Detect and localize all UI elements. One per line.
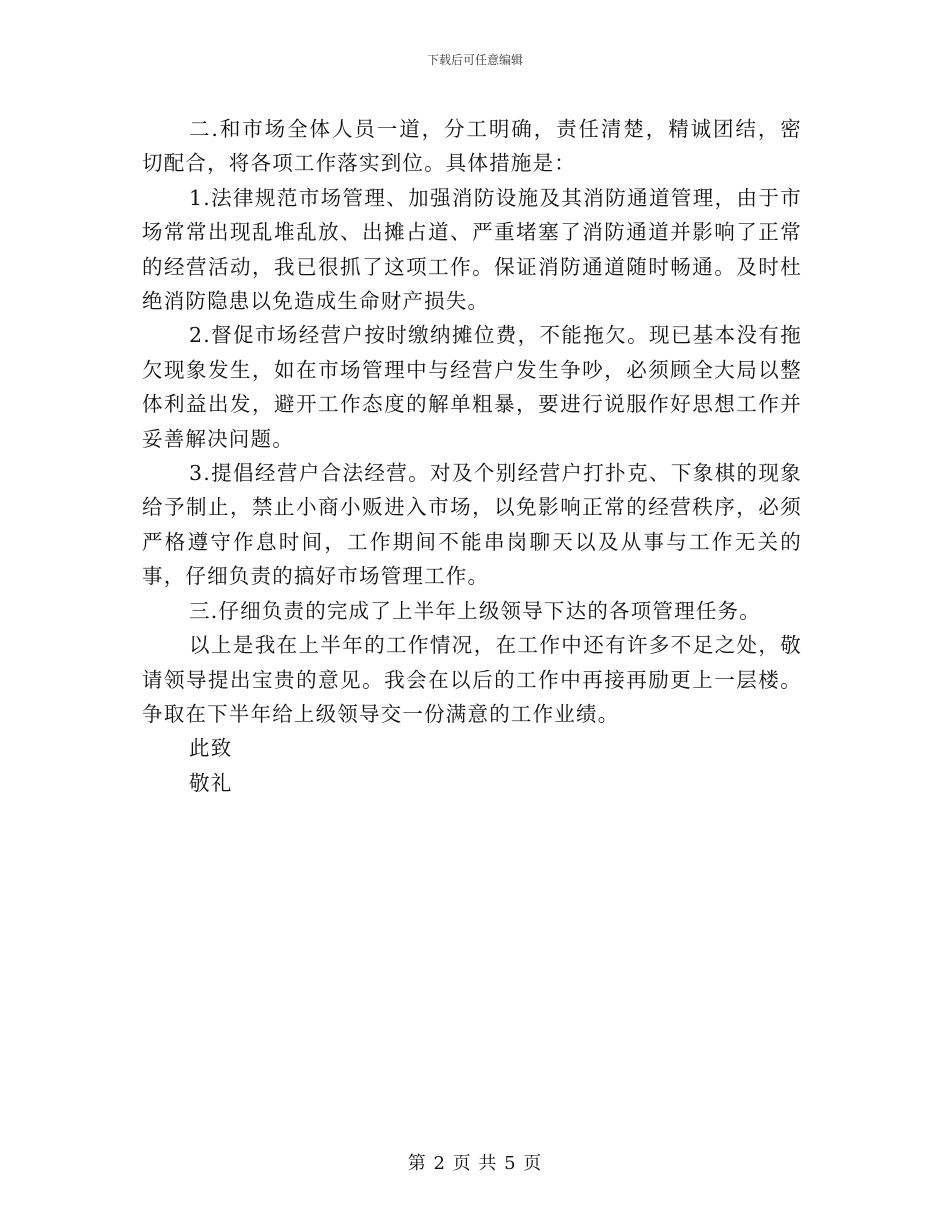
paragraph-summary: 以上是我在上半年的工作情况，在工作中还有许多不足之处，敬请领导提出宝贵的意见。我会在以后的工作中再接再励更上一层楼。争取在下半年给上级领导交一份满意的工作业绩。 [142,633,802,726]
paragraph-item-1: 1.法律规范市场管理、加强消防设施及其消防通道管理，由于市场常常出现乱堆乱放、出摊占道、严重堵塞了消防通道并影响了正常的经营活动，我已很抓了这项工作。保证消防通道随时畅通。及时杜绝消防隐患以免造成生命财产损失。 [142,185,802,314]
page-number-footer: 第 2 页 共 5 页 [407,1153,543,1174]
document-body [142,112,802,800]
paragraph-item-2: 2.督促市场经营户按时缴纳摊位费，不能拖欠。现已基本没有拖欠现象发生，如在市场管理中与经营户发生争吵，必须顾全大局以整体利益出发，避开工作态度的解单粗暴，要进行说服作好思想工作并妥善解决问题。 [142,323,802,451]
paragraph-item-3: 3.提倡经营户合法经营。对及个别经营户打扑克、下象棋的现象给予制止，禁止小商小贩进入市场，以免影响正常的经营秩序，必须严格遵守作息时间，工作期间不能串岗聊天以及从事与工作无关的事，仔细负责的搞好市场管理工作。 [142,461,802,589]
closing-salutation: 此致 [189,736,233,761]
closing-regards: 敬礼 [189,770,233,795]
page-header: 下载后可任意编辑 [426,53,523,67]
paragraph-section-two: 二.和市场全体人员一道，分工明确，责任清楚，精诚团结，密切配合，将各项工作落实到位。具体措施是： [142,117,802,176]
paragraph-section-three: 三.仔细负责的完成了上半年上级领导下达的各项管理任务。 [189,598,761,623]
